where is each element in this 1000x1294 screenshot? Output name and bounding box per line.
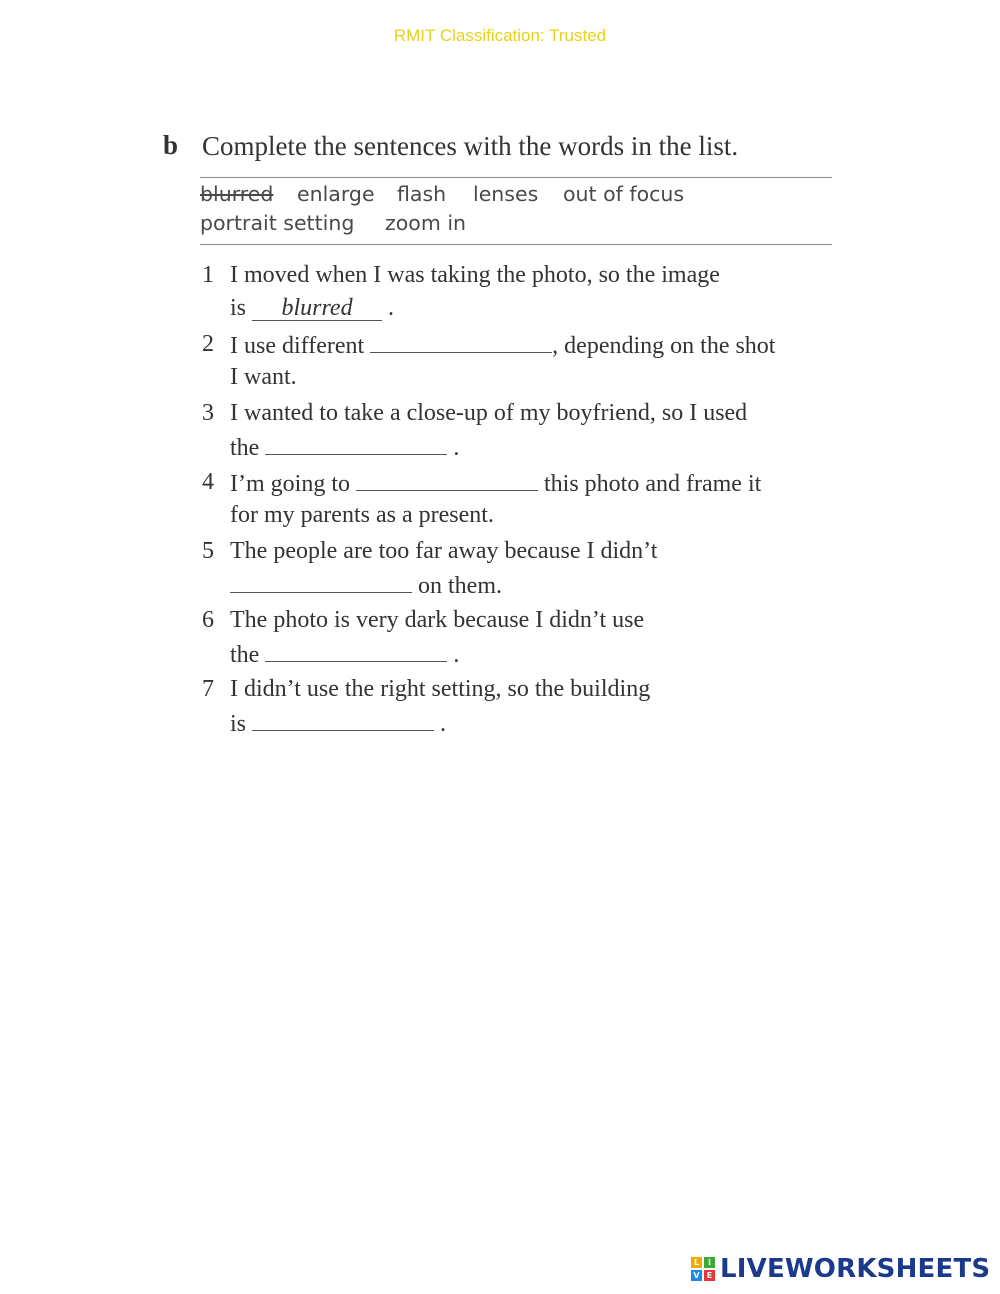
word-enlarge: enlarge bbox=[297, 182, 375, 206]
item-text-line2 bbox=[230, 568, 502, 603]
item-text: I wanted to take a close-up of my boyfriend, so I used bbox=[230, 400, 748, 426]
exercise-letter: b bbox=[163, 130, 179, 160]
word-zoom-in: zoom in bbox=[385, 211, 467, 235]
classification-label: RMIT Classification: Trusted bbox=[393, 26, 607, 45]
item-number: 7 bbox=[202, 676, 214, 702]
item-number: 6 bbox=[202, 607, 214, 633]
item-text-post: . bbox=[388, 295, 395, 321]
item-text: I didn’t use the right setting, so the building bbox=[230, 676, 651, 702]
answer-blank-3[interactable] bbox=[265, 430, 447, 455]
brand-name: LIVEWORKSHEETS bbox=[720, 1254, 991, 1284]
liveworksheets-logo bbox=[690, 1254, 990, 1284]
answer-blank-2[interactable] bbox=[370, 328, 552, 353]
item-text-line1 bbox=[230, 328, 775, 363]
item-text-post: this photo and frame it bbox=[544, 471, 762, 497]
item-number: 3 bbox=[202, 400, 214, 426]
item-text-post: . bbox=[440, 711, 447, 737]
item-text-line2 bbox=[230, 637, 459, 672]
item-text-pre: is bbox=[230, 295, 247, 321]
liveworksheets-icon bbox=[690, 1256, 716, 1282]
item-text: The photo is very dark because I didn’t use bbox=[230, 607, 645, 633]
word-list-box bbox=[200, 177, 832, 245]
item-text-line2: I want. bbox=[230, 364, 297, 390]
item-text-pre: I use different bbox=[230, 333, 365, 359]
item-number: 4 bbox=[202, 469, 214, 495]
item-text-line2: for my parents as a present. bbox=[230, 502, 494, 528]
item-text-post: , depending on the shot bbox=[552, 333, 776, 359]
item-number: 2 bbox=[202, 331, 214, 357]
item-number: 5 bbox=[202, 538, 214, 564]
answer-blank-6[interactable] bbox=[265, 637, 447, 662]
item-text-line1 bbox=[230, 466, 761, 501]
item-text-pre: is bbox=[230, 711, 247, 737]
item-text-line2 bbox=[230, 706, 446, 741]
item-text-post: . bbox=[453, 435, 460, 461]
item-text: The people are too far away because I didn’t bbox=[230, 538, 658, 564]
item-text-pre: the bbox=[230, 435, 260, 461]
word-blurred: blurred bbox=[200, 182, 274, 206]
item-text-pre: I’m going to bbox=[230, 471, 350, 497]
icon-square: i bbox=[704, 1257, 715, 1268]
item-text-line2 bbox=[230, 430, 459, 465]
answer-blank-4[interactable] bbox=[356, 466, 538, 491]
icon-square: E bbox=[704, 1270, 715, 1281]
item-text: I moved when I was taking the photo, so the image bbox=[230, 262, 720, 288]
item-number: 1 bbox=[202, 262, 214, 288]
item-text-post: . bbox=[453, 642, 460, 668]
item-text-line2 bbox=[230, 292, 394, 325]
item-text-post: on them. bbox=[418, 573, 502, 599]
word-lenses: lenses bbox=[473, 182, 539, 206]
answer-blank-7[interactable] bbox=[252, 706, 434, 731]
word-portrait-setting: portrait setting bbox=[200, 211, 355, 235]
icon-square: L bbox=[691, 1257, 702, 1268]
item-text-pre: the bbox=[230, 642, 260, 668]
icon-square: V bbox=[691, 1270, 702, 1281]
exercise-instruction: Complete the sentences with the words in the list. bbox=[202, 131, 739, 161]
answer-blank-5[interactable] bbox=[230, 568, 412, 593]
word-out-of-focus: out of focus bbox=[563, 182, 685, 206]
word-flash: flash bbox=[397, 182, 447, 206]
answer-blank-1[interactable]: blurred bbox=[252, 296, 382, 321]
